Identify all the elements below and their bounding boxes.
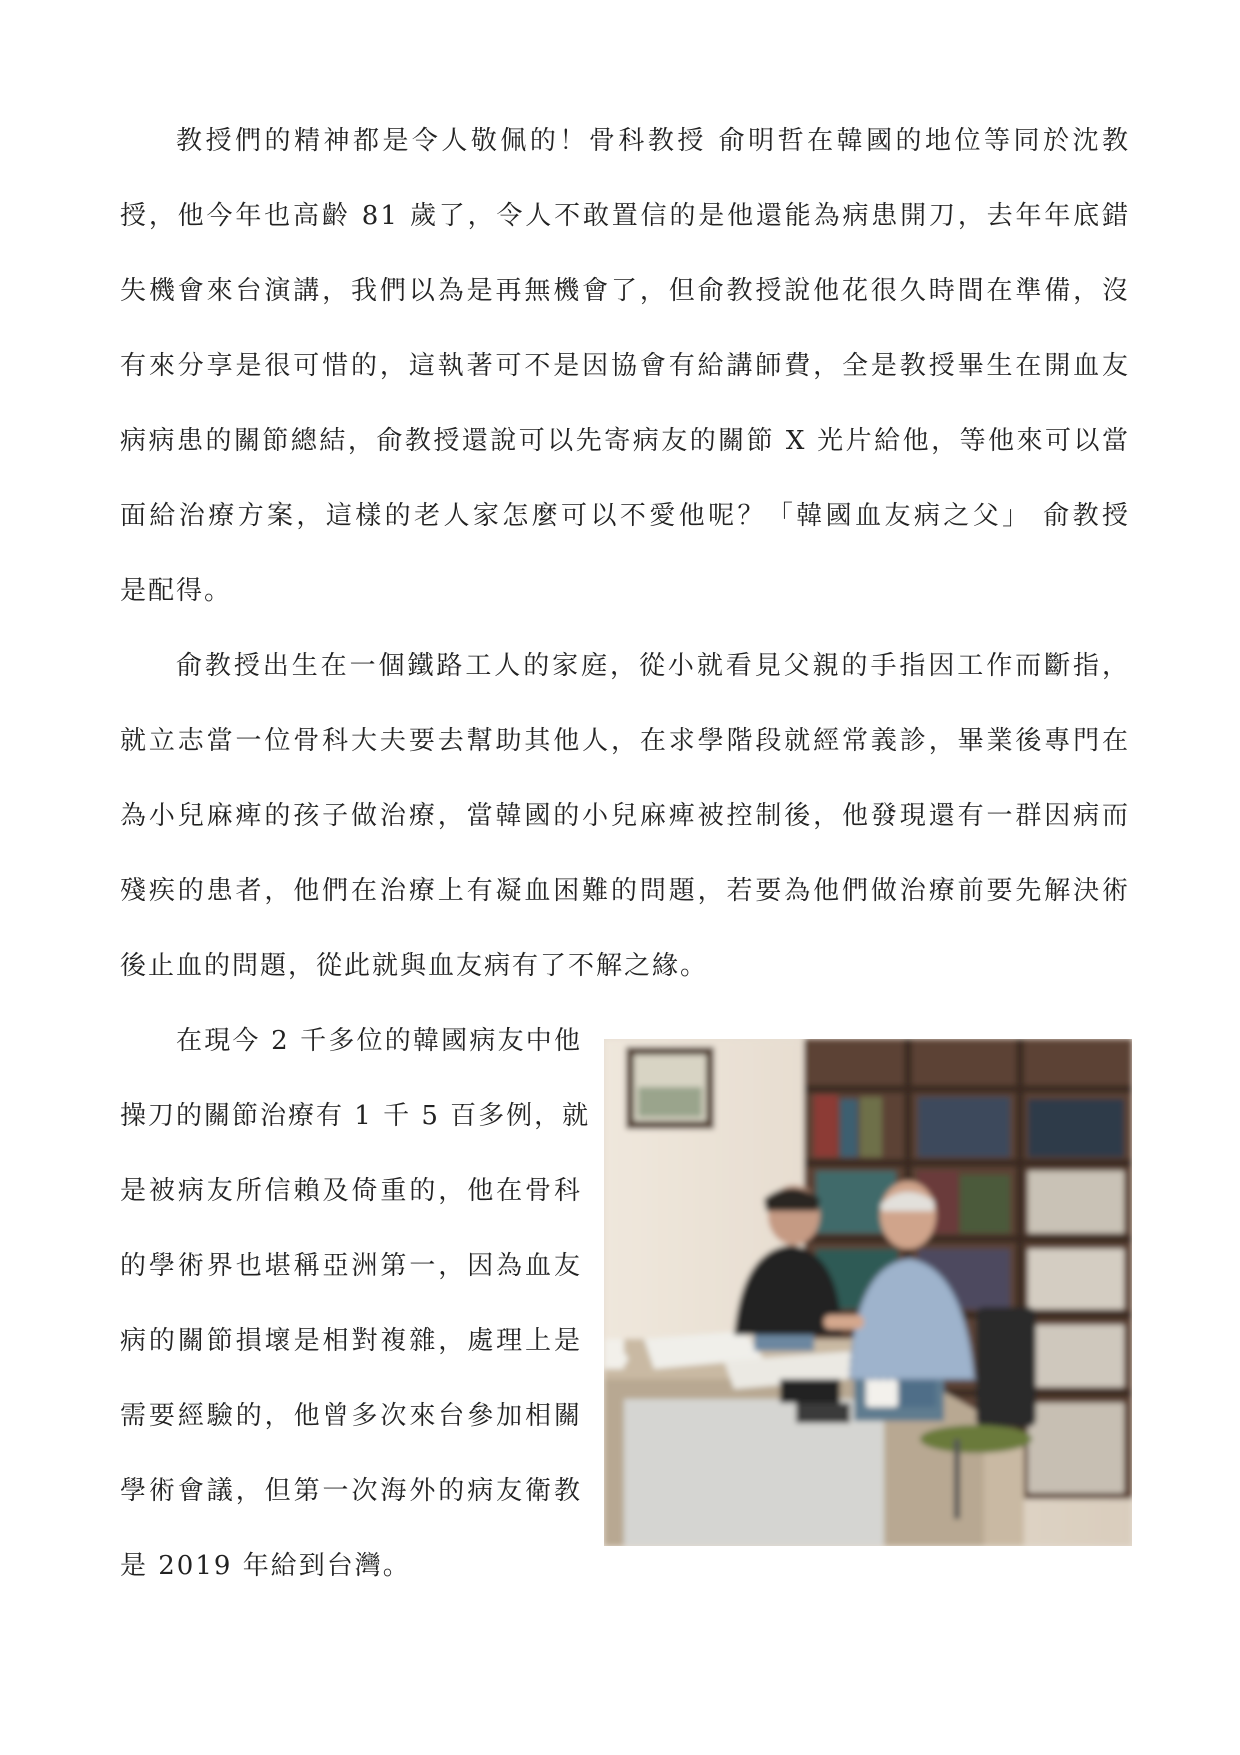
text-line: 後止血的問題，從此就與血友病有了不解之緣。	[120, 951, 709, 981]
text-line: 病病患的關節總結，俞教授還說可以先寄病友的關節 X 光片給他，等他來可以當	[120, 426, 1130, 456]
text-line: 的學術界也堪稱亞洲第一，因為血友	[120, 1251, 582, 1281]
text-line: 面給治療方案，這樣的老人家怎麼可以不愛他呢？「韓國血友病之父」 俞教授	[120, 501, 1130, 531]
text-line: 在現今 2 千多位的韓國病友中他	[176, 1026, 582, 1056]
text-line: 是配得。	[120, 576, 233, 606]
text-line: 操刀的關節治療有 1 千 5 百多例，就	[120, 1101, 591, 1131]
text-line: 教授們的精神都是令人敬佩的！骨科教授 俞明哲在韓國的地位等同於沈教	[176, 126, 1130, 156]
paragraph-3	[120, 1004, 591, 1604]
paragraph-1	[120, 104, 1130, 629]
text-line: 失機會來台演講，我們以為是再無機會了，但俞教授說他花很久時間在準備，沒	[120, 276, 1130, 306]
text-line: 殘疾的患者，他們在治療上有凝血困難的問題，若要為他們做治療前要先解決術	[120, 876, 1130, 906]
text-line: 需要經驗的，他曾多次來台參加相關	[120, 1401, 582, 1431]
text-line: 學術會議，但第一次海外的病友衛教	[120, 1476, 582, 1506]
meeting-photo	[604, 1039, 1132, 1546]
text-line: 俞教授出生在一個鐵路工人的家庭，從小就看見父親的手指因工作而斷指，	[176, 651, 1130, 681]
text-line: 是 2019 年給到台灣。	[120, 1551, 411, 1581]
text-line: 病的關節損壞是相對複雜，處理上是	[120, 1326, 582, 1356]
paragraph-2	[120, 629, 1130, 1004]
text-line: 是被病友所信賴及倚重的，他在骨科	[120, 1176, 582, 1206]
text-line: 有來分享是很可惜的，這執著可不是因協會有給講師費，全是教授畢生在開血友	[120, 351, 1130, 381]
text-line: 就立志當一位骨科大夫要去幫助其他人，在求學階段就經常義診，畢業後專門在	[120, 726, 1130, 756]
text-line: 授，他今年也高齡 81 歲了，令人不敢置信的是他還能為病患開刀，去年年底錯	[120, 201, 1130, 231]
text-line: 為小兒麻痺的孩子做治療，當韓國的小兒麻痺被控制後，他發現還有一群因病而	[120, 801, 1130, 831]
